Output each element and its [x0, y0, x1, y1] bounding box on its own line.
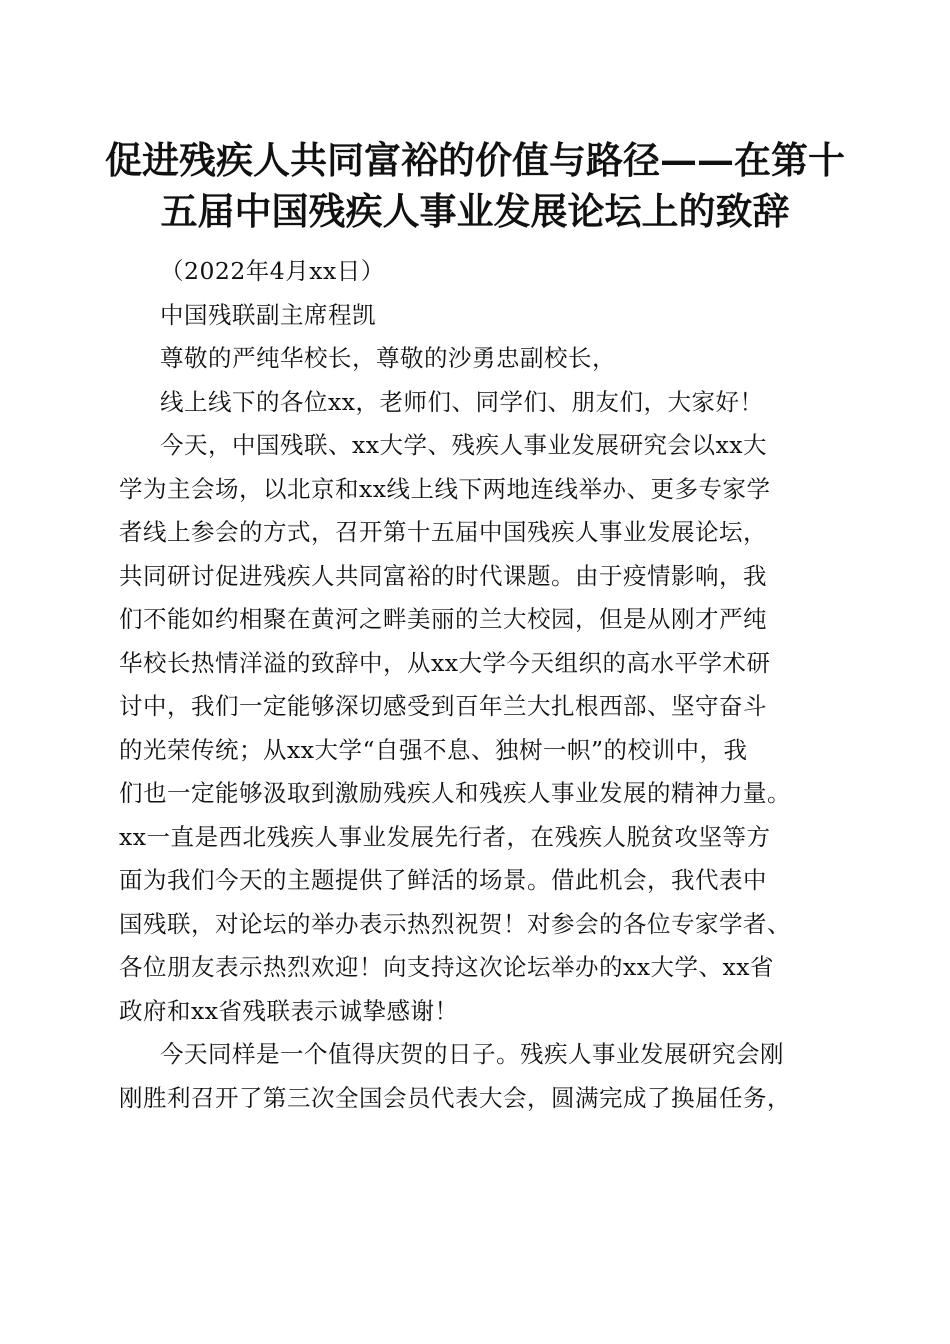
date-line: （2022年4月xx日） [160, 257, 385, 285]
paragraph-line: 今天同样是一个值得庆贺的日子。残疾人事业发展研究会刚 [160, 1040, 784, 1068]
paragraph-line: 华校长热情洋溢的致辞中，从xx大学今天组织的高水平学术研 [119, 648, 771, 677]
greeting-line: 尊敬的严纯华校长，尊敬的沙勇忠副校长， [160, 344, 616, 372]
paragraph-line: 讨中，我们一定能够深切感受到百年兰大扎根西部、坚守奋斗 [119, 692, 767, 720]
speaker-line: 中国残联副主席程凯 [160, 300, 376, 329]
paragraph-line: 者线上参会的方式，召开第十五届中国残疾人事业发展论坛， [119, 518, 767, 546]
paragraph-line: 学为主会场，以北京和xx线上线下两地连线举办、更多专家学 [119, 474, 771, 503]
paragraph-line: 共同研讨促进残疾人共同富裕的时代课题。由于疫情影响，我 [119, 561, 767, 590]
paragraph-line: 们也一定能够汲取到激励残疾人和残疾人事业发展的精神力量。 [119, 779, 791, 807]
paragraph-line: 面为我们今天的主题提供了鲜活的场景。借此机会，我代表中 [119, 866, 767, 894]
paragraph-line: 的光荣传统；从xx大学“自强不息、独树一帜”的校训中，我 [119, 735, 748, 764]
paragraph-line: 国残联，对论坛的举办表示热烈祝贺！对参会的各位专家学者、 [119, 909, 791, 938]
document-title [100, 135, 850, 237]
title-line: 促进残疾人共同富裕的价值与路径——在第十 [105, 138, 845, 182]
paragraph-1 [119, 424, 833, 1033]
paragraph-line: 政府和xx省残联表示诚挚感谢！ [119, 996, 459, 1025]
greeting-line: 线上线下的各位xx，老师们、同学们、朋友们，大家好！ [160, 387, 764, 416]
title-line: 五届中国残疾人事业发展论坛上的致辞 [160, 189, 790, 233]
paragraph-line: 各位朋友表示热烈欢迎！向支持这次论坛举办的xx大学、xx省 [119, 953, 775, 981]
paragraph-line: 今天，中国残联、xx大学、残疾人事业发展研究会以xx大 [160, 431, 768, 459]
paragraph-line: 刚胜利召开了第三次全国会员代表大会，圆满完成了换届任务， [119, 1083, 791, 1112]
paragraph-line: 们不能如约相聚在黄河之畔美丽的兰大校园，但是从刚才严纯 [119, 605, 767, 633]
paragraph-2 [119, 1033, 833, 1120]
document-body [119, 250, 833, 1120]
paragraph-line: xx一直是西北残疾人事业发展先行者，在残疾人脱贫攻坚等方 [119, 822, 771, 851]
